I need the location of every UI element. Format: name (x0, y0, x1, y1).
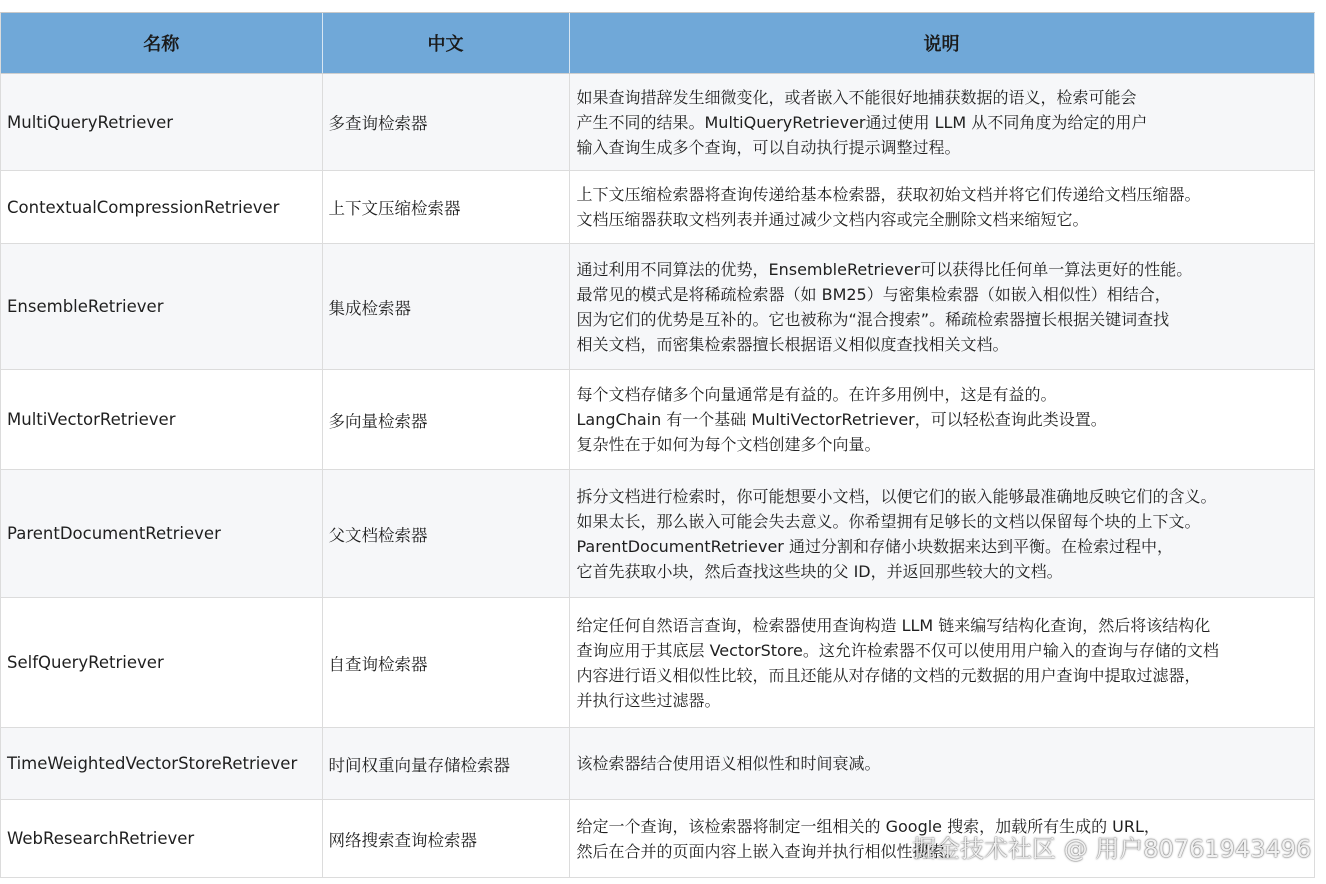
description-line: 查询应用于其底层 VectorStore。这允许检索器不仅可以使用用户输入的查询与存储的文档 (576, 640, 1219, 660)
description-line: 输入查询生成多个查询，可以自动执行提示调整过程。 (576, 137, 961, 157)
watermark: 掘金技术社区 @ 用户80761943496 (912, 835, 1312, 863)
cell-name: MultiQueryRetriever (1, 74, 322, 171)
table-row (1, 74, 1314, 171)
cell-name: WebResearchRetriever (1, 800, 322, 878)
table-row (1, 244, 1314, 370)
cell-name: TimeWeightedVectorStoreRetriever (1, 728, 322, 800)
cell-chinese: 时间权重向量存储检索器 (322, 728, 569, 800)
description-line: 内容进行语义相似性比较，而且还能从对存储的文档的元数据的用户查询中提取过滤器， (576, 665, 1201, 685)
description-line: 文档压缩器获取文档列表并通过减少文档内容或完全删除文档来缩短它。 (576, 210, 1089, 229)
cell-description (569, 244, 1314, 370)
description-line: 它首先获取小块，然后查找这些块的父 ID，并返回那些较大的文档。 (576, 561, 1063, 581)
cell-name: SelfQueryRetriever (1, 598, 322, 728)
description-line: 上下文压缩检索器将查询传递给基本检索器，获取初始文档并将它们传递给文档压缩器。 (576, 185, 1201, 204)
cell-chinese: 多向量检索器 (322, 370, 569, 470)
table-row (1, 470, 1314, 598)
cell-name: MultiVectorRetriever (1, 370, 322, 470)
description-line: 因为它们的优势是互补的。它也被称为“混合搜索”。稀疏检索器擅长根据关键词查找 (576, 309, 1170, 329)
cell-chinese: 网络搜索查询检索器 (322, 800, 569, 878)
cell-description (569, 470, 1314, 598)
description-line: 每个文档存储多个向量通常是有益的。在许多用例中，这是有益的。 (576, 385, 1057, 404)
description-line: 产生不同的结果。MultiQueryRetriever通过使用 LLM 从不同角度为给定的用户 (576, 112, 1148, 132)
cell-name: ContextualCompressionRetriever (1, 171, 322, 244)
header-name: 名称 (1, 13, 322, 74)
cell-chinese: 上下文压缩检索器 (322, 171, 569, 244)
description-line: ParentDocumentRetriever 通过分割和存储小块数据来达到平衡。在检索过程中， (576, 536, 1173, 556)
header-chinese: 中文 (322, 13, 569, 74)
description-line: 相关文档，而密集检索器擅长根据语义相似度查找相关文档。 (576, 334, 1009, 354)
description-line: 并执行这些过滤器。 (576, 690, 721, 710)
description-line: 给定任何自然语言查询，检索器使用查询构造 LLM 链来编写结构化查询，然后将该结构化 (576, 615, 1211, 635)
cell-name: ParentDocumentRetriever (1, 470, 322, 598)
cell-description (569, 171, 1314, 244)
table-header-row (1, 13, 1314, 74)
table-row (1, 370, 1314, 470)
description-line: 拆分文档进行检索时，你可能想要小文档，以便它们的嵌入能够最准确地反映它们的含义。 (576, 486, 1217, 506)
description-line: 复杂性在于如何为每个文档创建多个向量。 (576, 435, 881, 454)
header-description: 说明 (569, 13, 1314, 74)
retriever-table (1, 13, 1315, 878)
cell-chinese: 集成检索器 (322, 244, 569, 370)
description-line: 然后在合并的页面内容上嵌入查询并执行相似性搜索。 (576, 841, 961, 861)
description-line: 该检索器结合使用语义相似性和时间衰减。 (576, 754, 881, 773)
description-line: 如果太长，那么嵌入可能会失去意义。你希望拥有足够长的文档以保留每个块的上下文。 (576, 511, 1201, 531)
cell-description (569, 74, 1314, 171)
table-row (1, 171, 1314, 244)
description-line: 如果查询措辞发生细微变化，或者嵌入不能很好地捕获数据的语义，检索可能会 (576, 87, 1137, 107)
cell-description (569, 370, 1314, 470)
cell-description (569, 598, 1314, 728)
description-line: 最常见的模式是将稀疏检索器（如 BM25）与密集检索器（如嵌入相似性）相结合， (576, 284, 1171, 304)
table-row (1, 598, 1314, 728)
description-line: 通过利用不同算法的优势，EnsembleRetriever可以获得比任何单一算法更好的性能。 (576, 259, 1193, 279)
cell-chinese: 自查询检索器 (322, 598, 569, 728)
cell-chinese: 多查询检索器 (322, 74, 569, 171)
table-row (1, 728, 1314, 800)
cell-name: EnsembleRetriever (1, 244, 322, 370)
cell-chinese: 父文档检索器 (322, 470, 569, 598)
description-line: LangChain 有一个基础 MultiVectorRetriever，可以轻松查询此类设置。 (576, 410, 1107, 429)
retriever-table-container (0, 12, 1315, 878)
cell-description (569, 728, 1314, 800)
description-line: 给定一个查询，该检索器将制定一组相关的 Google 搜索，加载所有生成的 URL， (576, 816, 1160, 836)
